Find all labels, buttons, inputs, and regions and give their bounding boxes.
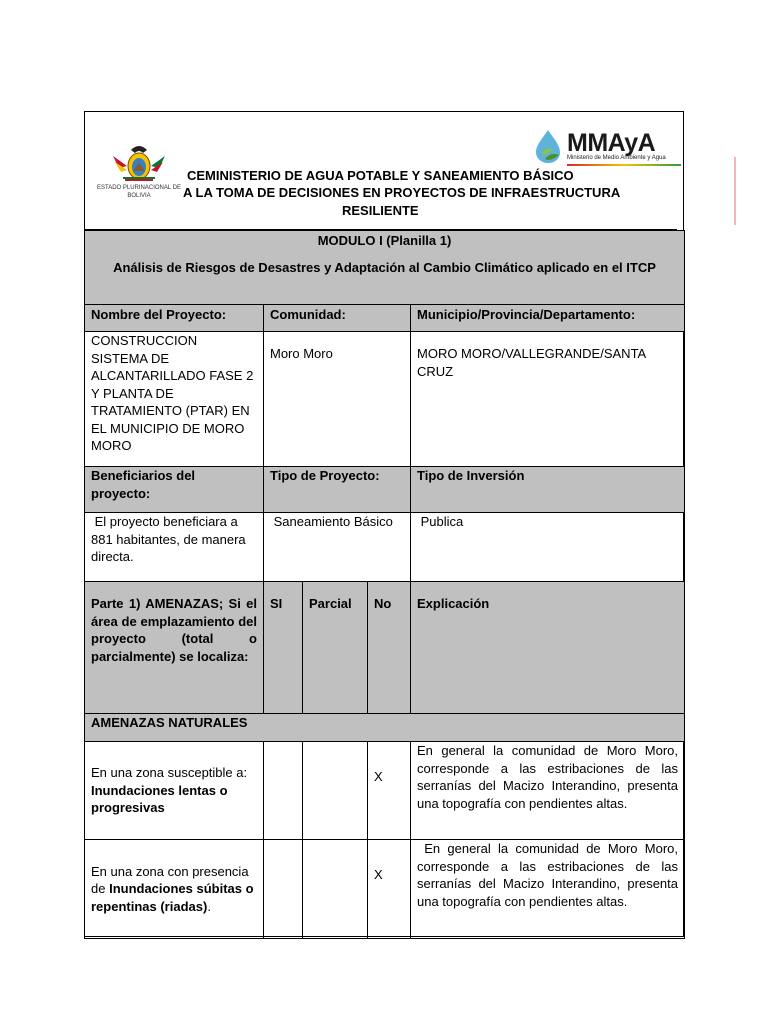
project-name-value: CONSTRUCCION SISTEMA DE ALCANTARILLADO FASE 2 Y PLANTA DE TRATAMIENTO (PTAR) EN EL MUNICIPIO DE MORO MORO (85, 332, 264, 467)
investment-type-header: Tipo de Inversión (411, 467, 685, 513)
investment-type-value: Publica (411, 513, 685, 582)
threat-description (85, 742, 264, 840)
coat-of-arms-icon (109, 142, 169, 184)
project-header-row (85, 305, 685, 332)
beneficiaries-header-row (85, 467, 685, 513)
module-subtitle: Análisis de Riesgos de Desastres y Adaptación al Cambio Climático aplicado en el ITCP (113, 259, 656, 275)
community-header: Comunidad: (264, 305, 411, 332)
threat-text: En una zona susceptible a: (91, 765, 248, 781)
threat-parcial-cell (303, 840, 368, 939)
threat-name: Inundaciones lentas o progresivas (91, 782, 228, 816)
table-row (85, 742, 685, 840)
municipality-value: MORO MORO/VALLEGRANDE/SANTA CRUZ (411, 332, 685, 467)
col-explicacion-header: Explicación (411, 582, 685, 714)
mmaya-color-bar (567, 164, 681, 166)
beneficiaries-values-row (85, 513, 685, 582)
threat-parcial-cell (303, 742, 368, 840)
threat-explanation: En general la comunidad de Moro Moro, corresponde a las estribaciones de las serranías del Macizo Interandino, presenta una topografía con pendientes altas. (411, 742, 685, 840)
project-type-value: Saneamiento Básico (264, 513, 411, 582)
table-row (85, 840, 685, 939)
mmaya-subtitle: Ministerio de Medio Ambiente y Agua (567, 155, 666, 161)
mmaya-wordmark: MMAyA (567, 129, 656, 157)
natural-threats-title: AMENAZAS NATURALES (85, 714, 685, 742)
threat-name: Inundaciones súbitas o repentinas (riadas) (91, 881, 254, 914)
col-si-header: SI (264, 582, 303, 714)
document-page (84, 111, 684, 937)
threat-description (85, 840, 264, 939)
col-parcial-header: Parcial (303, 582, 368, 714)
document-header (85, 112, 683, 230)
threat-text-end: . (207, 898, 211, 914)
threat-no-cell: X (368, 840, 411, 939)
threat-no-cell: X (368, 742, 411, 840)
planilla-table (84, 230, 685, 939)
project-values-row (85, 332, 685, 467)
header-title-line-1: CEMINISTERIO DE AGUA POTABLE Y SANEAMIENTO BÁSICO (187, 168, 574, 183)
mmaya-logo (533, 128, 683, 168)
module-title-row (85, 231, 685, 305)
edge-mark (734, 157, 736, 225)
threat-explanation: En general la comunidad de Moro Moro, corresponde a las estribaciones de las serranías del Macizo Interandino, presenta una topografía con pendientes altas. (411, 840, 685, 939)
community-value: Moro Moro (264, 332, 411, 467)
threat-si-cell (264, 840, 303, 939)
bolivia-emblem-logo (93, 142, 185, 232)
beneficiaries-value: El proyecto beneficiara a 881 habitantes, de manera directa. (85, 513, 264, 582)
header-title-line-2: A LA TOMA DE DECISIONES EN PROYECTOS DE INFRAESTRUCTURA (183, 185, 621, 200)
project-name-header: Nombre del Proyecto: (85, 305, 264, 332)
emblem-caption: ESTADO PLURINACIONAL DE BOLIVIA (96, 185, 182, 199)
beneficiaries-header: Beneficiarios del proyecto: (85, 467, 264, 513)
amenazas-part-header: Parte 1) AMENAZAS; Si el área de emplazamiento del proyecto (total o parcialmente) se localiza: (85, 582, 264, 714)
water-drop-icon (533, 128, 567, 164)
col-no-header: No (368, 582, 411, 714)
amenazas-header-row (85, 582, 685, 714)
project-type-header: Tipo de Proyecto: (264, 467, 411, 513)
header-title-line-3: RESILIENTE (342, 203, 419, 218)
threat-text: En una zona con presencia de (91, 863, 249, 897)
municipality-header: Municipio/Provincia/Departamento: (411, 305, 685, 332)
natural-threats-section-row (85, 714, 685, 742)
module-title: MODULO I (Planilla 1) (317, 233, 452, 248)
threat-si-cell (264, 742, 303, 840)
